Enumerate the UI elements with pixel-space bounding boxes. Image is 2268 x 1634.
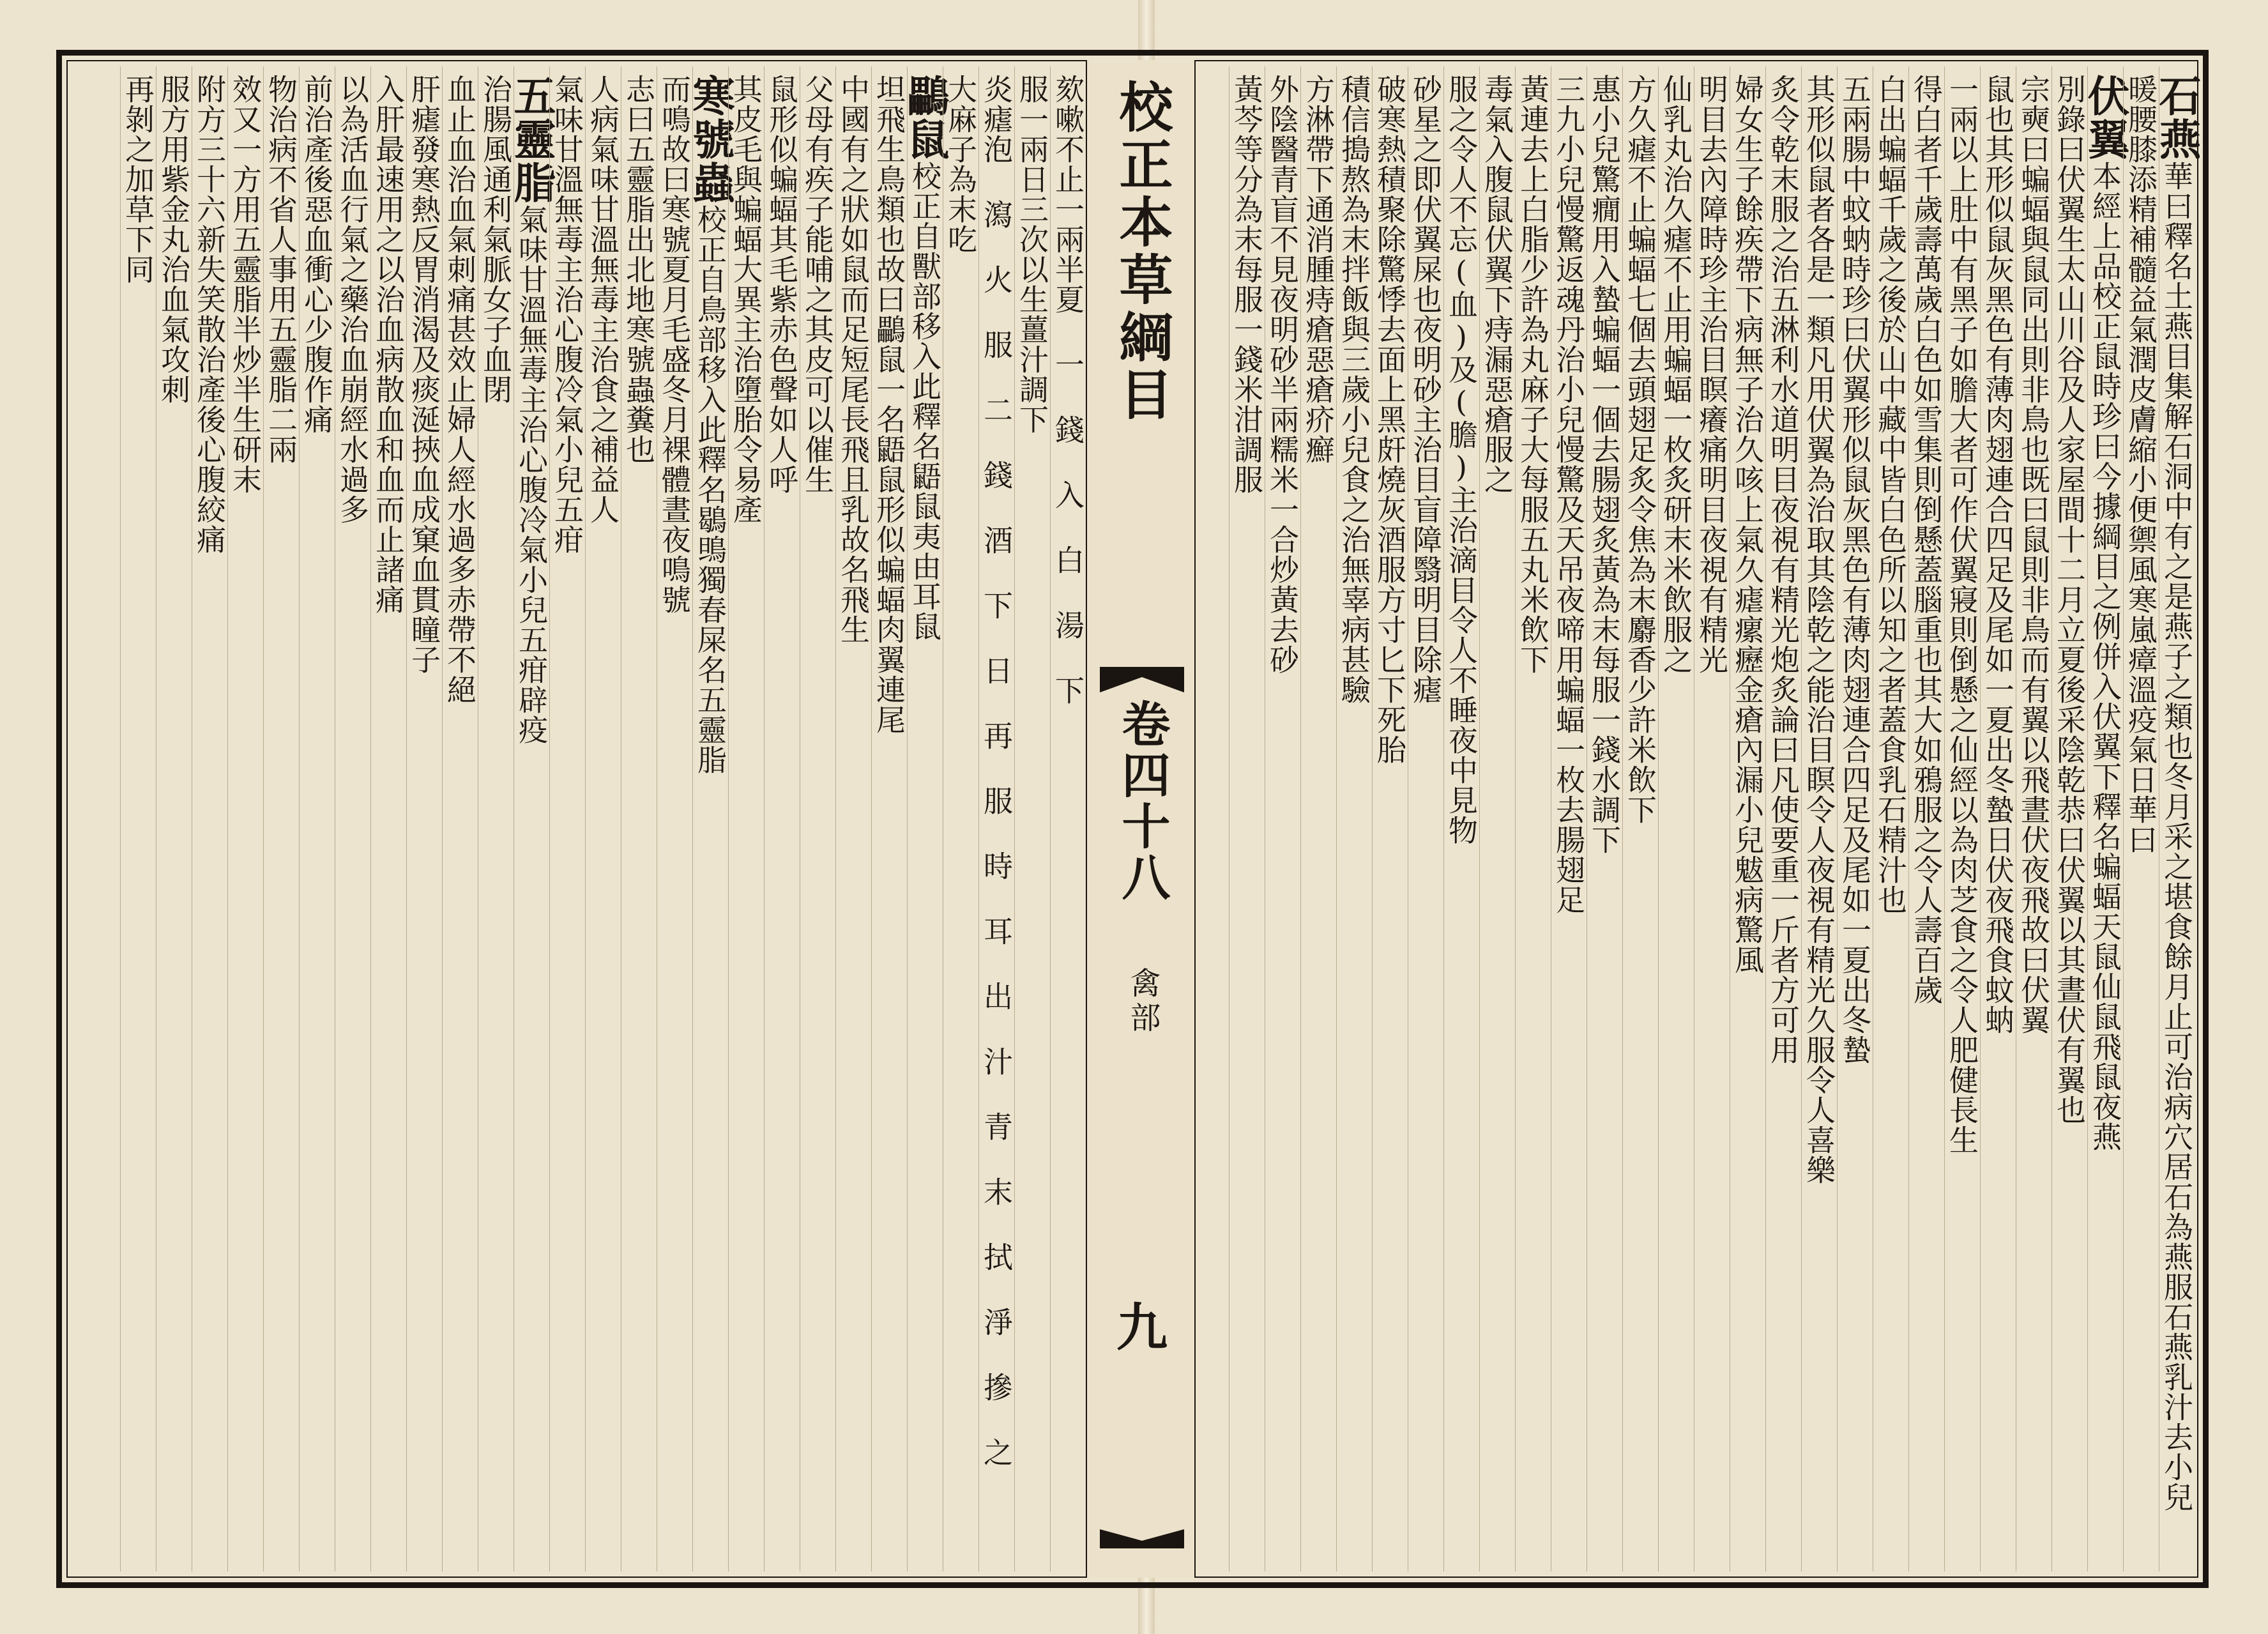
text-column — [1622, 66, 1658, 1571]
text-column — [1551, 66, 1587, 1571]
column-text: 宗奭曰蝙蝠與鼠同出則非鳥也既曰鼠則非鳥而有翼以飛晝伏夜飛故曰伏翼 — [2016, 74, 2051, 1035]
text-column — [2123, 66, 2159, 1571]
column-text: 砂星之即伏翼屎也夜明砂主治目盲障翳明目除瘧 — [1408, 74, 1443, 705]
text-column — [1372, 66, 1408, 1571]
column-text: 華曰釋名土燕目集解石洞中有之是燕子之類也冬月采之堪食餘月止可治病穴居石為燕服石燕乳汁去小兒 — [2159, 161, 2194, 1512]
fish-tail-mark-bottom — [1100, 1529, 1184, 1548]
text-column — [1658, 66, 1694, 1571]
column-text: 方淋帶下通消腫痔瘡惡瘡疥癬 — [1301, 74, 1336, 464]
text-column — [1944, 66, 1980, 1571]
text-column — [1694, 66, 1730, 1571]
entry-heading: 寒號蟲 — [685, 74, 735, 204]
column-text: 暖腰膝添精補髓益氣潤皮膚縮小便禦風寒嵐瘴溫疫氣日華曰 — [2124, 74, 2158, 855]
text-column — [764, 66, 800, 1571]
text-column — [728, 66, 764, 1571]
text-column — [943, 66, 978, 1571]
column-text: 坦飛生鳥類也故曰鸓鼠一名鼯鼠形似蝙蝠肉翼連尾 — [872, 74, 906, 735]
text-column — [871, 66, 907, 1571]
text-column — [835, 66, 871, 1571]
right-page-columns — [1196, 66, 2202, 1571]
text-column — [299, 66, 335, 1571]
column-text: 附方三十六新失笑散治產後心腹絞痛 — [192, 74, 227, 554]
column-text: 再剝之加草下同 — [121, 74, 155, 284]
column-text: 五兩腸中蚊蚋時珍曰伏翼形似鼠灰黑色有薄肉翅連合四足及尾如一夏出冬蟄 — [1838, 74, 1872, 1065]
column-text: 其皮毛與蝙蝠大異主治墮胎令易產 — [729, 74, 763, 524]
text-column — [192, 66, 227, 1571]
text-column — [1265, 66, 1300, 1571]
text-column — [900, 66, 950, 1571]
column-text: 別錄曰伏翼生太山川谷及人家屋間十二月立夏後采陰乾恭曰伏翼以其晝伏有翼也 — [2052, 74, 2087, 1125]
fish-tail-mark-top — [1100, 667, 1184, 692]
section-label: 禽部 — [1125, 967, 1161, 1036]
text-column — [2016, 66, 2051, 1571]
text-column — [1980, 66, 2016, 1571]
text-column — [1300, 66, 1336, 1571]
column-text: 前治產後惡血衝心少腹作痛 — [300, 74, 334, 434]
column-text: 服一兩日三次以生薑汁調下 — [1015, 74, 1049, 434]
column-text: 婦女生子餘疾帶下病無子治久咳上氣久瘧瘰癧金瘡內漏小兒魃病驚風 — [1730, 74, 1765, 975]
column-text: 中國有之狀如鼠而足短尾長飛且乳故名飛生 — [836, 74, 871, 645]
text-column — [2080, 66, 2130, 1571]
text-column — [1336, 66, 1372, 1571]
column-text: 其形似鼠者各是一類凡用伏翼為治取其陰乾之能治目瞑令人夜視有精光久服令人喜樂 — [1802, 74, 1836, 1185]
column-text: 效又一方用五靈脂半炒半生研末 — [228, 74, 263, 494]
column-text: 而鳴故曰寒號夏月毛盛冬月裸體晝夜鳴號 — [657, 74, 692, 615]
column-text: 明目去內障時珍主治目瞑癢痛明目夜視有精光 — [1694, 74, 1729, 675]
text-column — [478, 66, 514, 1571]
text-column — [1765, 66, 1801, 1571]
text-column — [1801, 66, 1837, 1571]
column-text: 志曰五靈脂出北地寒號蟲糞也 — [621, 74, 656, 464]
column-text: 鼠也其形似鼠灰黑色有薄肉翅連合四足及尾如一夏出冬蟄日伏夜飛食蚊蚋 — [1981, 74, 2015, 1035]
column-text: 炎瘧泡 瀉 火 服 二 錢 酒 下 日 再 服 時 耳 出 汁 青 末 拭 淨 摻 之 — [979, 74, 1014, 1467]
column-text: 人病氣味甘溫無毒主治食之補益人 — [586, 74, 620, 524]
text-column — [263, 66, 299, 1571]
column-text: 物治病不省人事用五靈脂二兩 — [264, 74, 298, 464]
text-column — [1837, 66, 1873, 1571]
column-text: 白出蝙蝠千歲之後於山中藏中皆白色所以知之者蓋食乳石精汁也 — [1873, 74, 1908, 915]
column-text: 得白者千歲壽萬歲白色如雪集則倒懸蓋腦重也其大如鴉服之令人壽百歲 — [1909, 74, 1944, 1005]
column-text: 一兩以上肚中有黑子如膽大者可作伏翼寢則倒懸之仙經以為肉芝食之令人肥健長生 — [1945, 74, 1979, 1155]
text-column — [1014, 66, 1050, 1571]
column-text: 氣味甘溫無毒主治心腹冷氣小兒五疳辟疫 — [514, 204, 549, 745]
text-column — [442, 66, 478, 1571]
text-column — [657, 66, 692, 1571]
text-column — [1730, 66, 1765, 1571]
column-text: 校正自鳥部移入此釋名鶡鴠獨春屎名五靈脂 — [693, 204, 727, 775]
left-page — [72, 66, 1086, 1571]
center-banner — [1086, 60, 1196, 1578]
column-text: 服之令人不忘(血)及(膽)主治滴目令人不睡夜中見物 — [1444, 74, 1479, 845]
column-text: 服方用紫金丸治血氣攻刺 — [156, 74, 191, 404]
text-column — [685, 66, 735, 1571]
column-text: 校正自獸部移入此釋名鼯鼠夷由耳鼠 — [908, 161, 942, 641]
volume-label: 卷四十八 — [1114, 699, 1171, 903]
page-number: 九 — [1116, 1297, 1168, 1357]
text-column — [120, 66, 156, 1571]
text-column — [1873, 66, 1908, 1571]
text-column — [1908, 66, 1944, 1571]
text-column — [549, 66, 585, 1571]
text-column — [370, 66, 406, 1571]
text-column — [506, 66, 556, 1571]
text-column — [227, 66, 263, 1571]
column-text: 三九小兒慢驚返魂丹治小兒慢驚及天吊夜啼用蝙蝠一枚去腸翅足 — [1551, 74, 1586, 915]
text-column — [2152, 66, 2202, 1571]
column-text: 血止血治血氣刺痛甚效止婦人經水過多赤帶不絕 — [443, 74, 477, 705]
text-column — [1229, 66, 1265, 1571]
text-column — [1443, 66, 1479, 1571]
column-text: 外陰醫青盲不見夜明砂半兩糯米一合炒黃去砂 — [1265, 74, 1300, 675]
text-column — [1515, 66, 1551, 1571]
text-column — [978, 66, 1014, 1571]
text-column — [156, 66, 192, 1571]
column-text: 仙乳丸治久瘧不止用蝙蝠一枚炙研末米飲服之 — [1659, 74, 1693, 675]
text-column — [800, 66, 835, 1571]
text-column — [585, 66, 621, 1571]
text-column — [1479, 66, 1515, 1571]
entry-heading: 石燕 — [2152, 74, 2202, 161]
text-column — [621, 66, 657, 1571]
column-text: 欬嗽不止一兩半夏 一 錢 入 白 湯 下 — [1051, 74, 1085, 705]
column-text: 本經上品校正鼠時珍曰今據綱目之例併入伏翼下釋名蝙蝠天鼠仙鼠飛鼠夜燕 — [2088, 161, 2122, 1152]
column-text: 入肝最速用之以治血病散血和血而止諸痛 — [371, 74, 406, 615]
entry-heading: 伏翼 — [2080, 74, 2130, 161]
book-title: 校正本草綱目 — [1111, 79, 1174, 424]
text-column — [2051, 66, 2087, 1571]
left-page-columns — [72, 66, 1086, 1571]
column-text: 以為活血行氣之藥治血崩經水過多 — [335, 74, 370, 524]
column-text: 黃連去上白脂少許為丸麻子大每服五丸米飲下 — [1516, 74, 1550, 675]
column-text: 鼠形似蝙蝠其毛紫赤色聲如人呼 — [765, 74, 799, 494]
column-text: 破寒熱積聚除驚悸去面上黑皯燒灰酒服方寸匕下死胎 — [1373, 74, 1407, 765]
column-text: 黃芩等分為末每服一錢米泔調服 — [1229, 74, 1264, 494]
column-text: 方久瘧不止蝙蝠七個去頭翅足炙令焦為末麝香少許米飲下 — [1623, 74, 1657, 825]
column-text: 惠小兒驚癇用入蟄蝙蝠一個去腸翅炙黃為末每服一錢水調下 — [1587, 74, 1622, 855]
column-text: 積信搗熬為末拌飯與三歲小兒食之治無辜病甚驗 — [1337, 74, 1371, 705]
text-column — [1408, 66, 1443, 1571]
column-text: 炙令乾末服之治五淋利水道明目夜視有精光炮炙論曰凡使要重一斤者方可用 — [1766, 74, 1800, 1065]
text-column — [1587, 66, 1622, 1571]
text-column — [406, 66, 442, 1571]
column-text: 大麻子為末吃 — [943, 74, 978, 254]
column-text: 肝瘧發寒熱反胃消渴及痰涎挾血成窠血貫瞳子 — [407, 74, 441, 675]
column-text: 父母有疾子能哺之其皮可以催生 — [800, 74, 835, 494]
column-text: 治腸風通利氣脈女子血閉 — [478, 74, 513, 404]
column-text: 氣味甘溫無毒主治心腹冷氣小兒五疳 — [550, 74, 584, 554]
column-text: 毒氣入腹鼠伏翼下痔漏惡瘡服之 — [1480, 74, 1514, 494]
entry-heading: 五靈脂 — [506, 74, 556, 204]
text-column — [1050, 66, 1086, 1571]
text-column — [335, 66, 370, 1571]
entry-heading: 鸓鼠 — [900, 74, 950, 161]
right-page — [1196, 66, 2202, 1571]
